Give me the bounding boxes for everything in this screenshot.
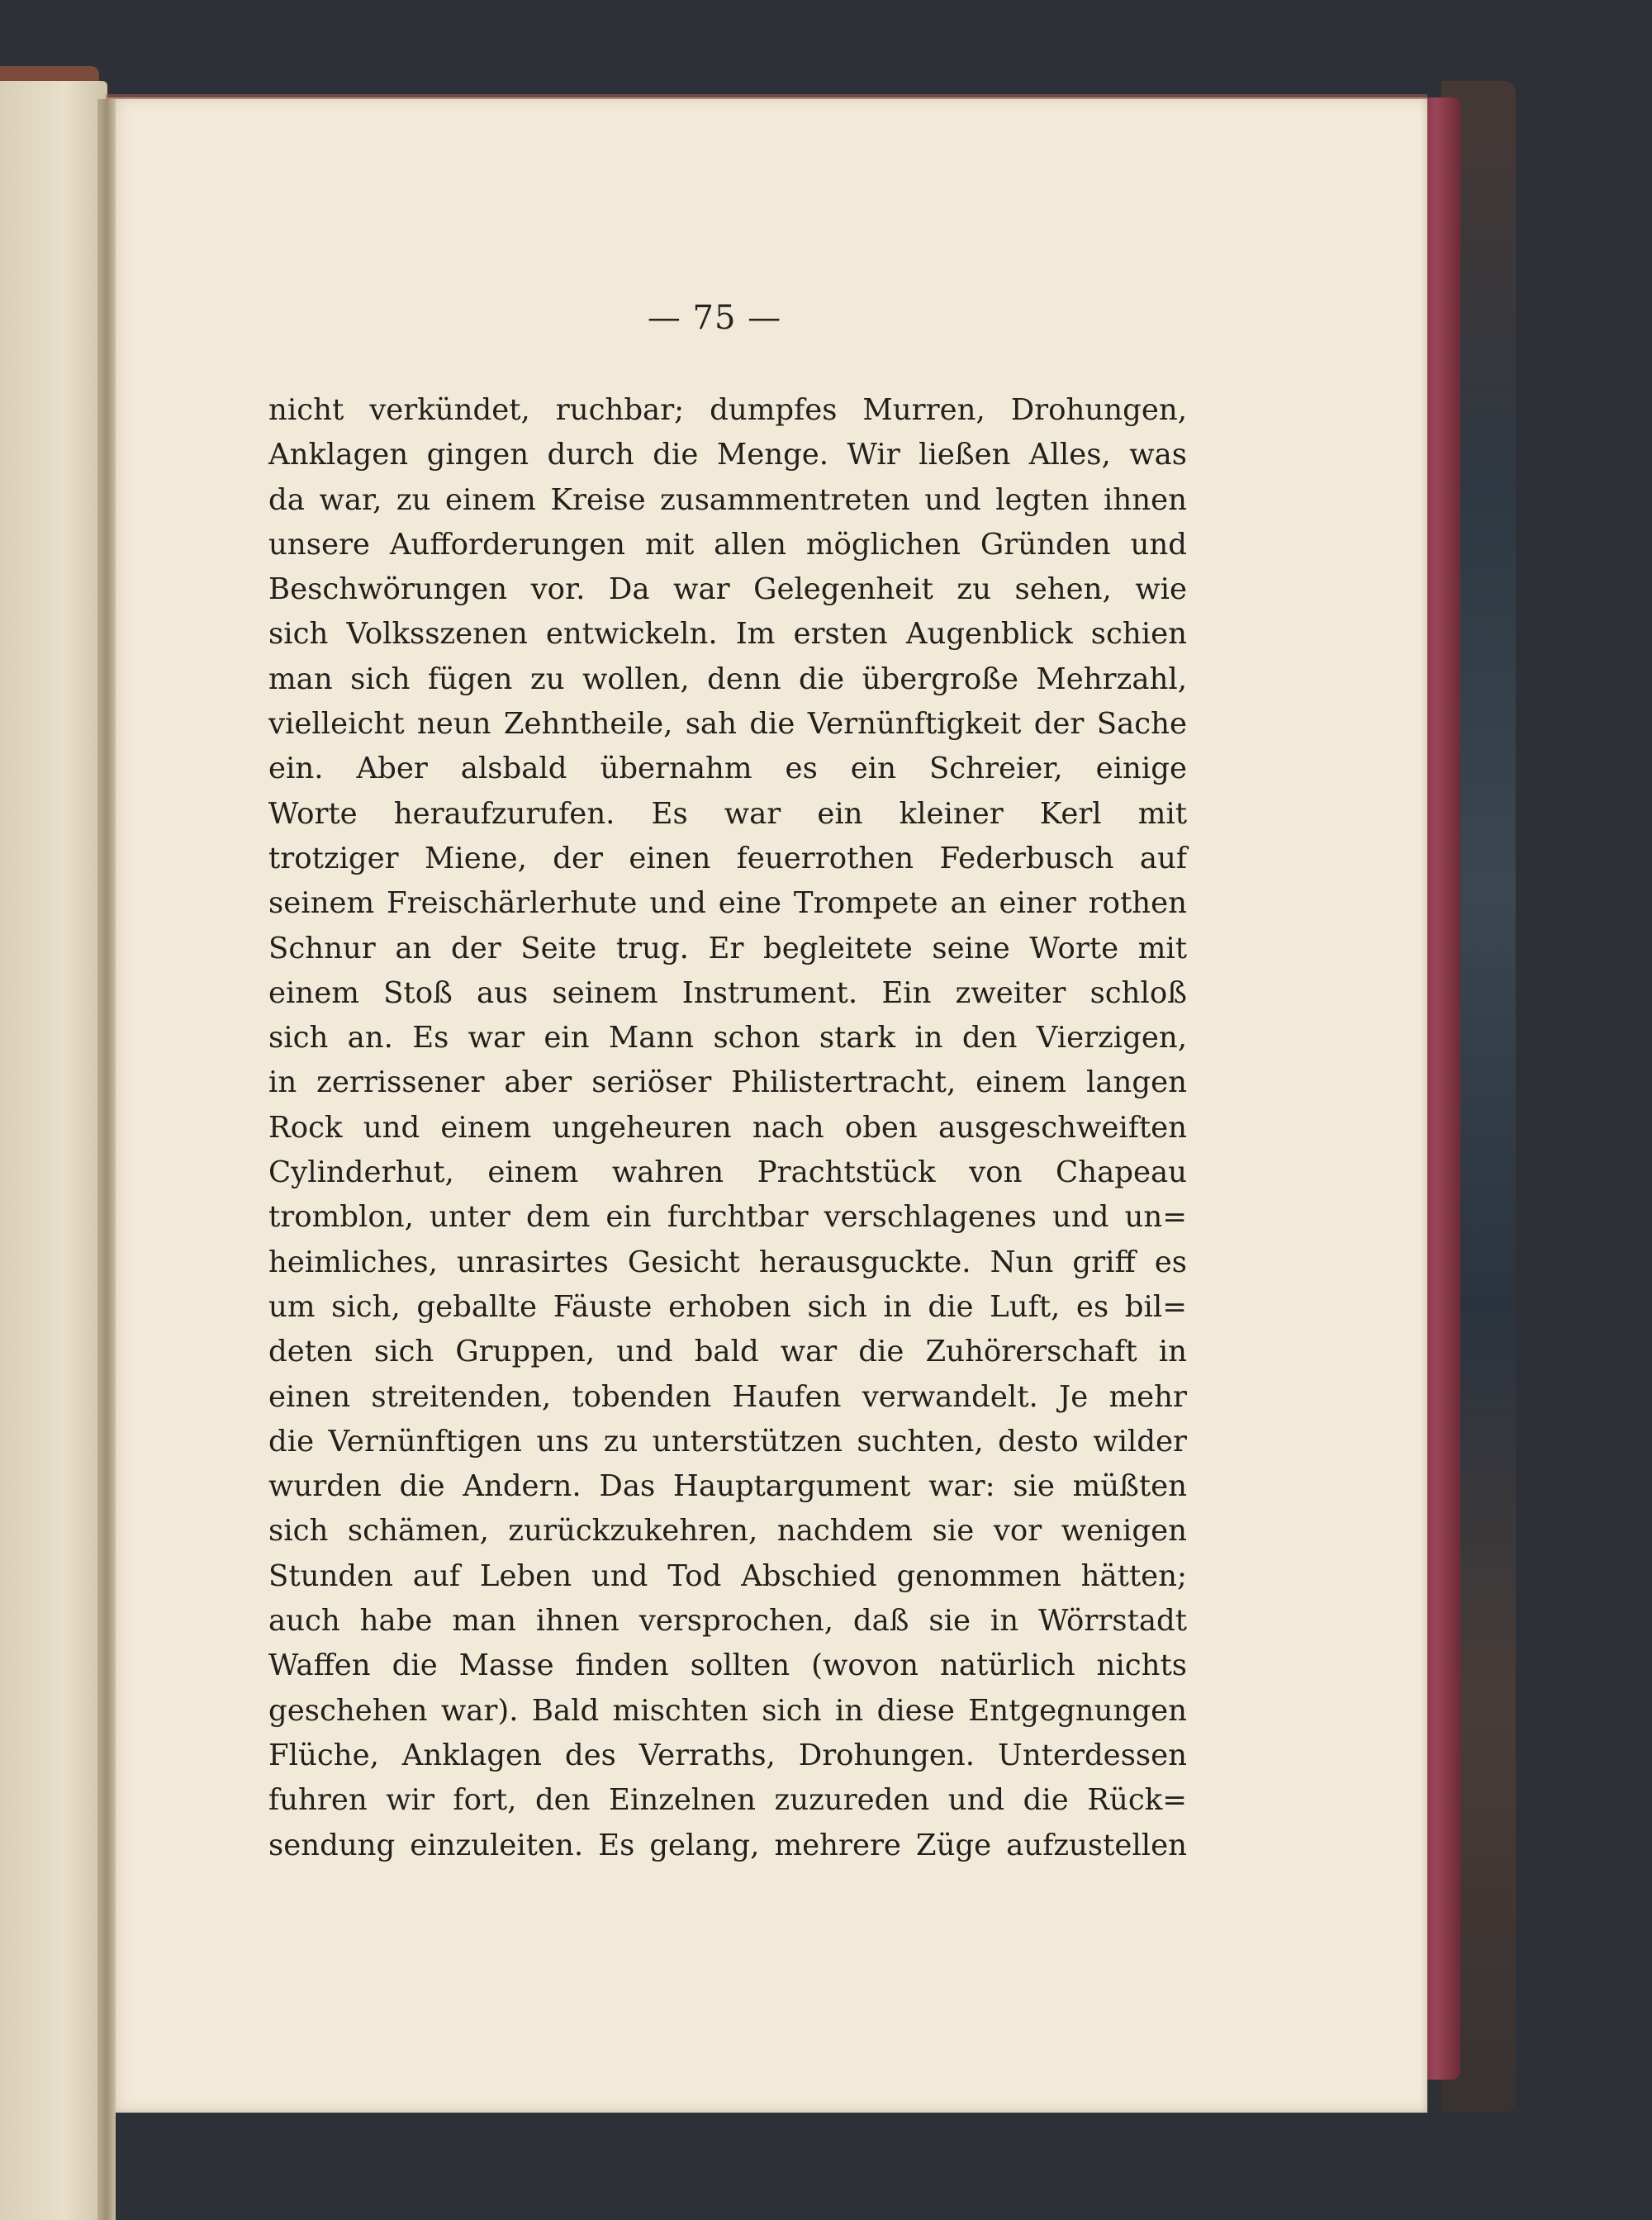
book-gutter [97,99,116,2220]
text-line: auch habe man ihnen versprochen, daß sie in Wörrstadt [268,1604,1187,1639]
text-line: Anklagen gingen durch die Menge. Wir ließen Alles, was [268,438,1187,472]
text-line: sendung einzuleiten. Es gelang, mehrere Züge aufzustellen [268,1828,1187,1862]
body-text [268,388,1187,1868]
text-line: Waffen die Masse finden sollten (wovon natürlich nichts [268,1648,1187,1683]
text-line: vielleicht neun Zehntheile, sah die Vernünftigkeit der Sache [268,707,1187,742]
text-line: in zerrissener aber seriöser Philistertracht, einem langen [268,1065,1187,1100]
left-page [0,81,107,2220]
text-line: geschehen war). Bald mischten sich in diese Entgegnungen [268,1693,1187,1728]
text-line: die Vernünftigen uns zu unterstützen suchten, desto wilder [268,1424,1187,1459]
text-line: trotziger Miene, der einen feuerrothen Federbusch auf [268,841,1187,875]
page-top-edge [106,94,1427,99]
text-line: unsere Aufforderungen mit allen möglichen Gründen und [268,527,1187,562]
text-line: heimliches, unrasirtes Gesicht herausguckte. Nun griff es [268,1245,1187,1279]
text-line: man sich fügen zu wollen, denn die übergroße Mehrzahl, [268,662,1187,696]
text-line: ein. Aber alsbald übernahm es ein Schreier, einige [268,752,1187,786]
text-line: Schnur an der Seite trug. Er begleitete seine Worte mit [268,931,1187,965]
text-line: wurden die Andern. Das Hauptargument war: sie müßten [268,1469,1187,1504]
page-number: — 75 — [647,299,782,337]
text-line: seinem Freischärlerhute und eine Trompete an einer rothen [268,886,1187,921]
text-line: Stunden auf Leben und Tod Abschied genommen hätten; [268,1558,1187,1593]
text-line: Rock und einem ungeheuren nach oben ausgeschweiften [268,1110,1187,1145]
text-line: sich an. Es war ein Mann schon stark in den Vierzigen, [268,1021,1187,1055]
text-line: deten sich Gruppen, und bald war die Zuhörerschaft in [268,1335,1187,1369]
text-line: Beschwörungen vor. Da war Gelegenheit zu sehen, wie [268,572,1187,607]
text-line: tromblon, unter dem ein furchtbar verschlagenes und un= [268,1200,1187,1235]
text-line: um sich, geballte Fäuste erhoben sich in die Luft, es bil= [268,1289,1187,1324]
text-line: sich Volksszenen entwickeln. Im ersten Augenblick schien [268,617,1187,652]
text-line: einen streitenden, tobenden Haufen verwandelt. Je mehr [268,1379,1187,1414]
text-line: fuhren wir fort, den Einzelnen zuzureden und die Rück= [268,1783,1187,1818]
text-line: da war, zu einem Kreise zusammentreten und legten ihnen [268,482,1187,517]
text-line: sich schämen, zurückzukehren, nachdem sie vor wenigen [268,1514,1187,1549]
text-line: Cylinderhut, einem wahren Prachtstück von Chapeau [268,1155,1187,1190]
text-line: Worte heraufzurufen. Es war ein kleiner Kerl mit [268,796,1187,831]
text-line: nicht verkündet, ruchbar; dumpfes Murren, Drohungen, [268,393,1187,427]
text-line: einem Stoß aus seinem Instrument. Ein zweiter schloß [268,975,1187,1010]
text-line: Flüche, Anklagen des Verraths, Drohungen. Unterdessen [268,1738,1187,1772]
